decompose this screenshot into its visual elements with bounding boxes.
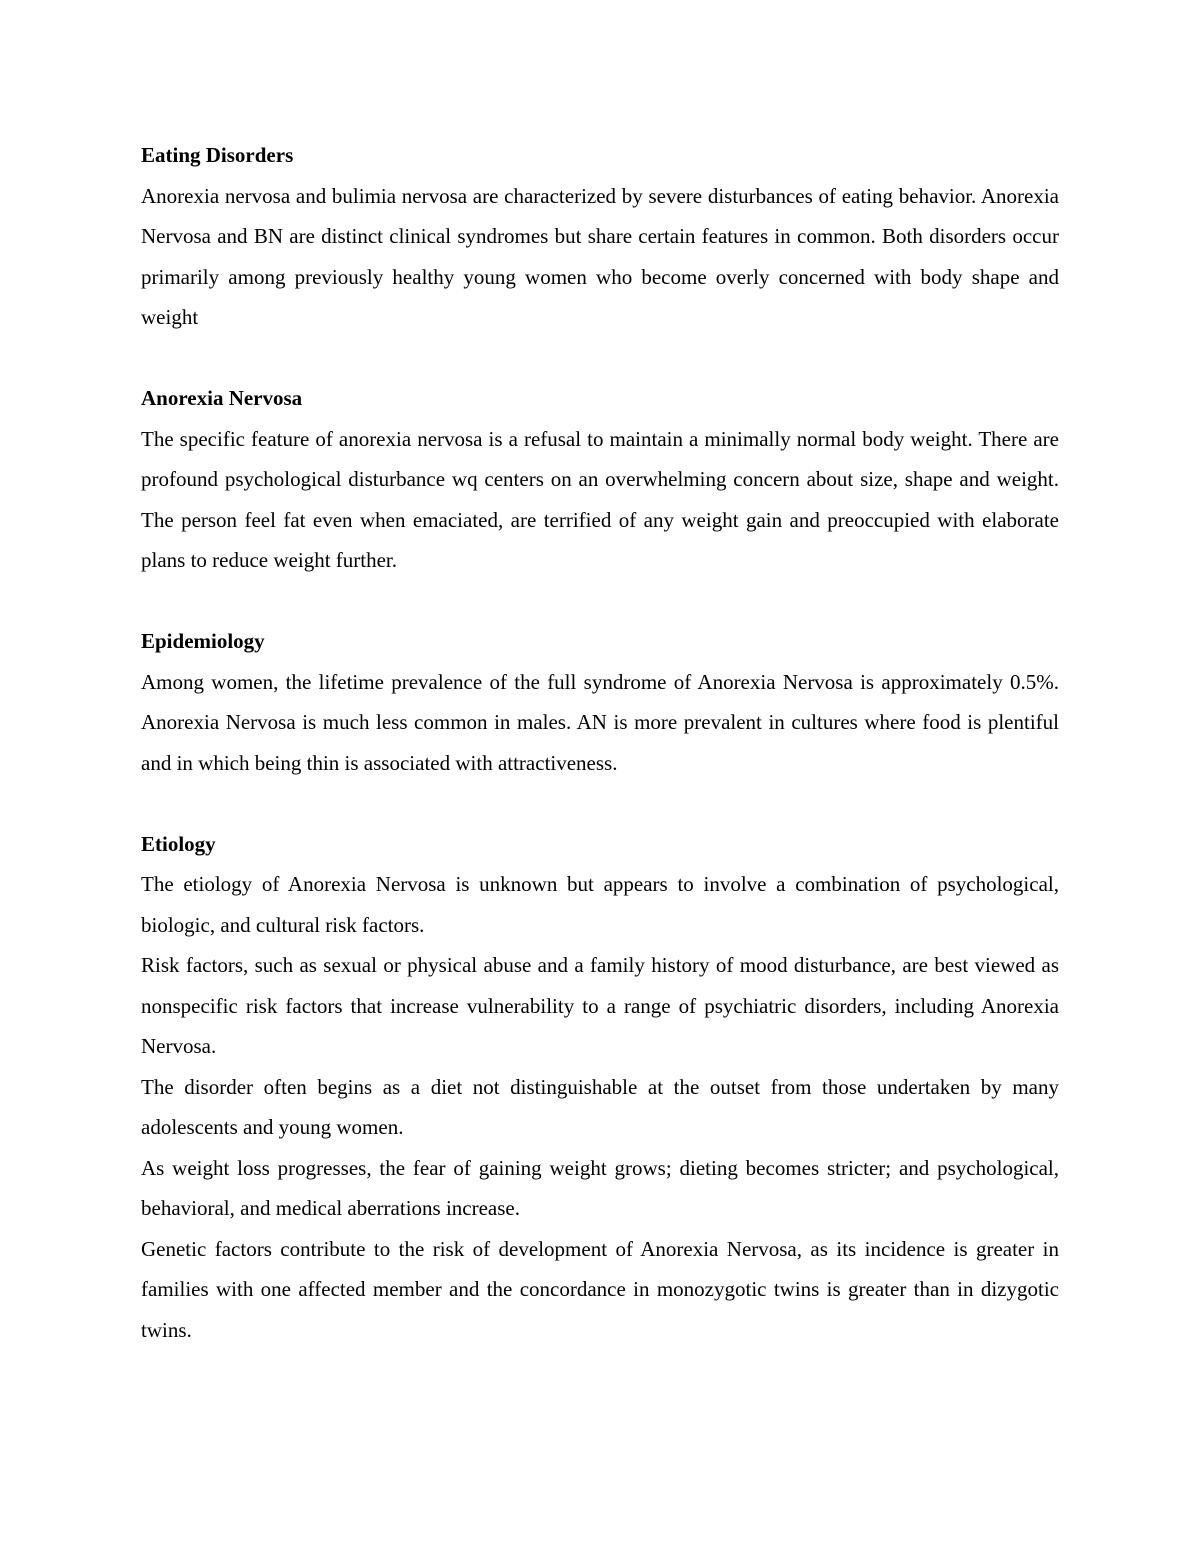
section-eating-disorders (141, 135, 1059, 338)
section-etiology (141, 824, 1059, 1351)
paragraph: The etiology of Anorexia Nervosa is unknown but appears to involve a combination of psychological, biologic, and cultural risk factors. (141, 872, 1059, 937)
section-epidemiology (141, 621, 1059, 783)
document-page (141, 135, 1059, 1391)
paragraph: The specific feature of anorexia nervosa is a refusal to maintain a minimally normal body weight. There are profound psychological disturbance wq centers on an overwhelming concern about size, shape and weight. The person feel fat even when emaciated, are terrified of any weight gain and preoccupied with elaborate plans to reduce weight further. (141, 426, 1059, 572)
paragraph: Anorexia nervosa and bulimia nervosa are characterized by severe disturbances of eating behavior. Anorexia Nervosa and BN are distinct clinical syndromes but share certain features in common. Both disorders occur primarily among previously healthy young women who become overly concerned with body shape and weight (141, 183, 1059, 329)
paragraph: As weight loss progresses, the fear of gaining weight grows; dieting becomes stricter; and psychological, behavioral, and medical aberrations increase. (141, 1155, 1059, 1220)
section-anorexia-nervosa (141, 378, 1059, 581)
paragraph: Among women, the lifetime prevalence of the full syndrome of Anorexia Nervosa is approximately 0.5%. Anorexia Nervosa is much less common in males. AN is more prevalent in cultures where food is plentiful and in which being thin is associated with attractiveness. (141, 669, 1059, 775)
paragraph: The disorder often begins as a diet not distinguishable at the outset from those undertaken by many adolescents and young women. (141, 1074, 1059, 1139)
paragraph: Genetic factors contribute to the risk of development of Anorexia Nervosa, as its incidence is greater in families with one affected member and the concordance in monozygotic twins is greater than in dizygotic twins. (141, 1236, 1059, 1342)
section-heading: Etiology (141, 831, 216, 856)
section-heading: Epidemiology (141, 629, 265, 653)
section-heading: Eating Disorders (141, 143, 294, 167)
paragraph: Risk factors, such as sexual or physical abuse and a family history of mood disturbance, are best viewed as nonspecific risk factors that increase vulnerability to a range of psychiatric disorders, including Anorexia Nervosa. (141, 953, 1059, 1058)
section-heading: Anorexia Nervosa (141, 386, 303, 410)
